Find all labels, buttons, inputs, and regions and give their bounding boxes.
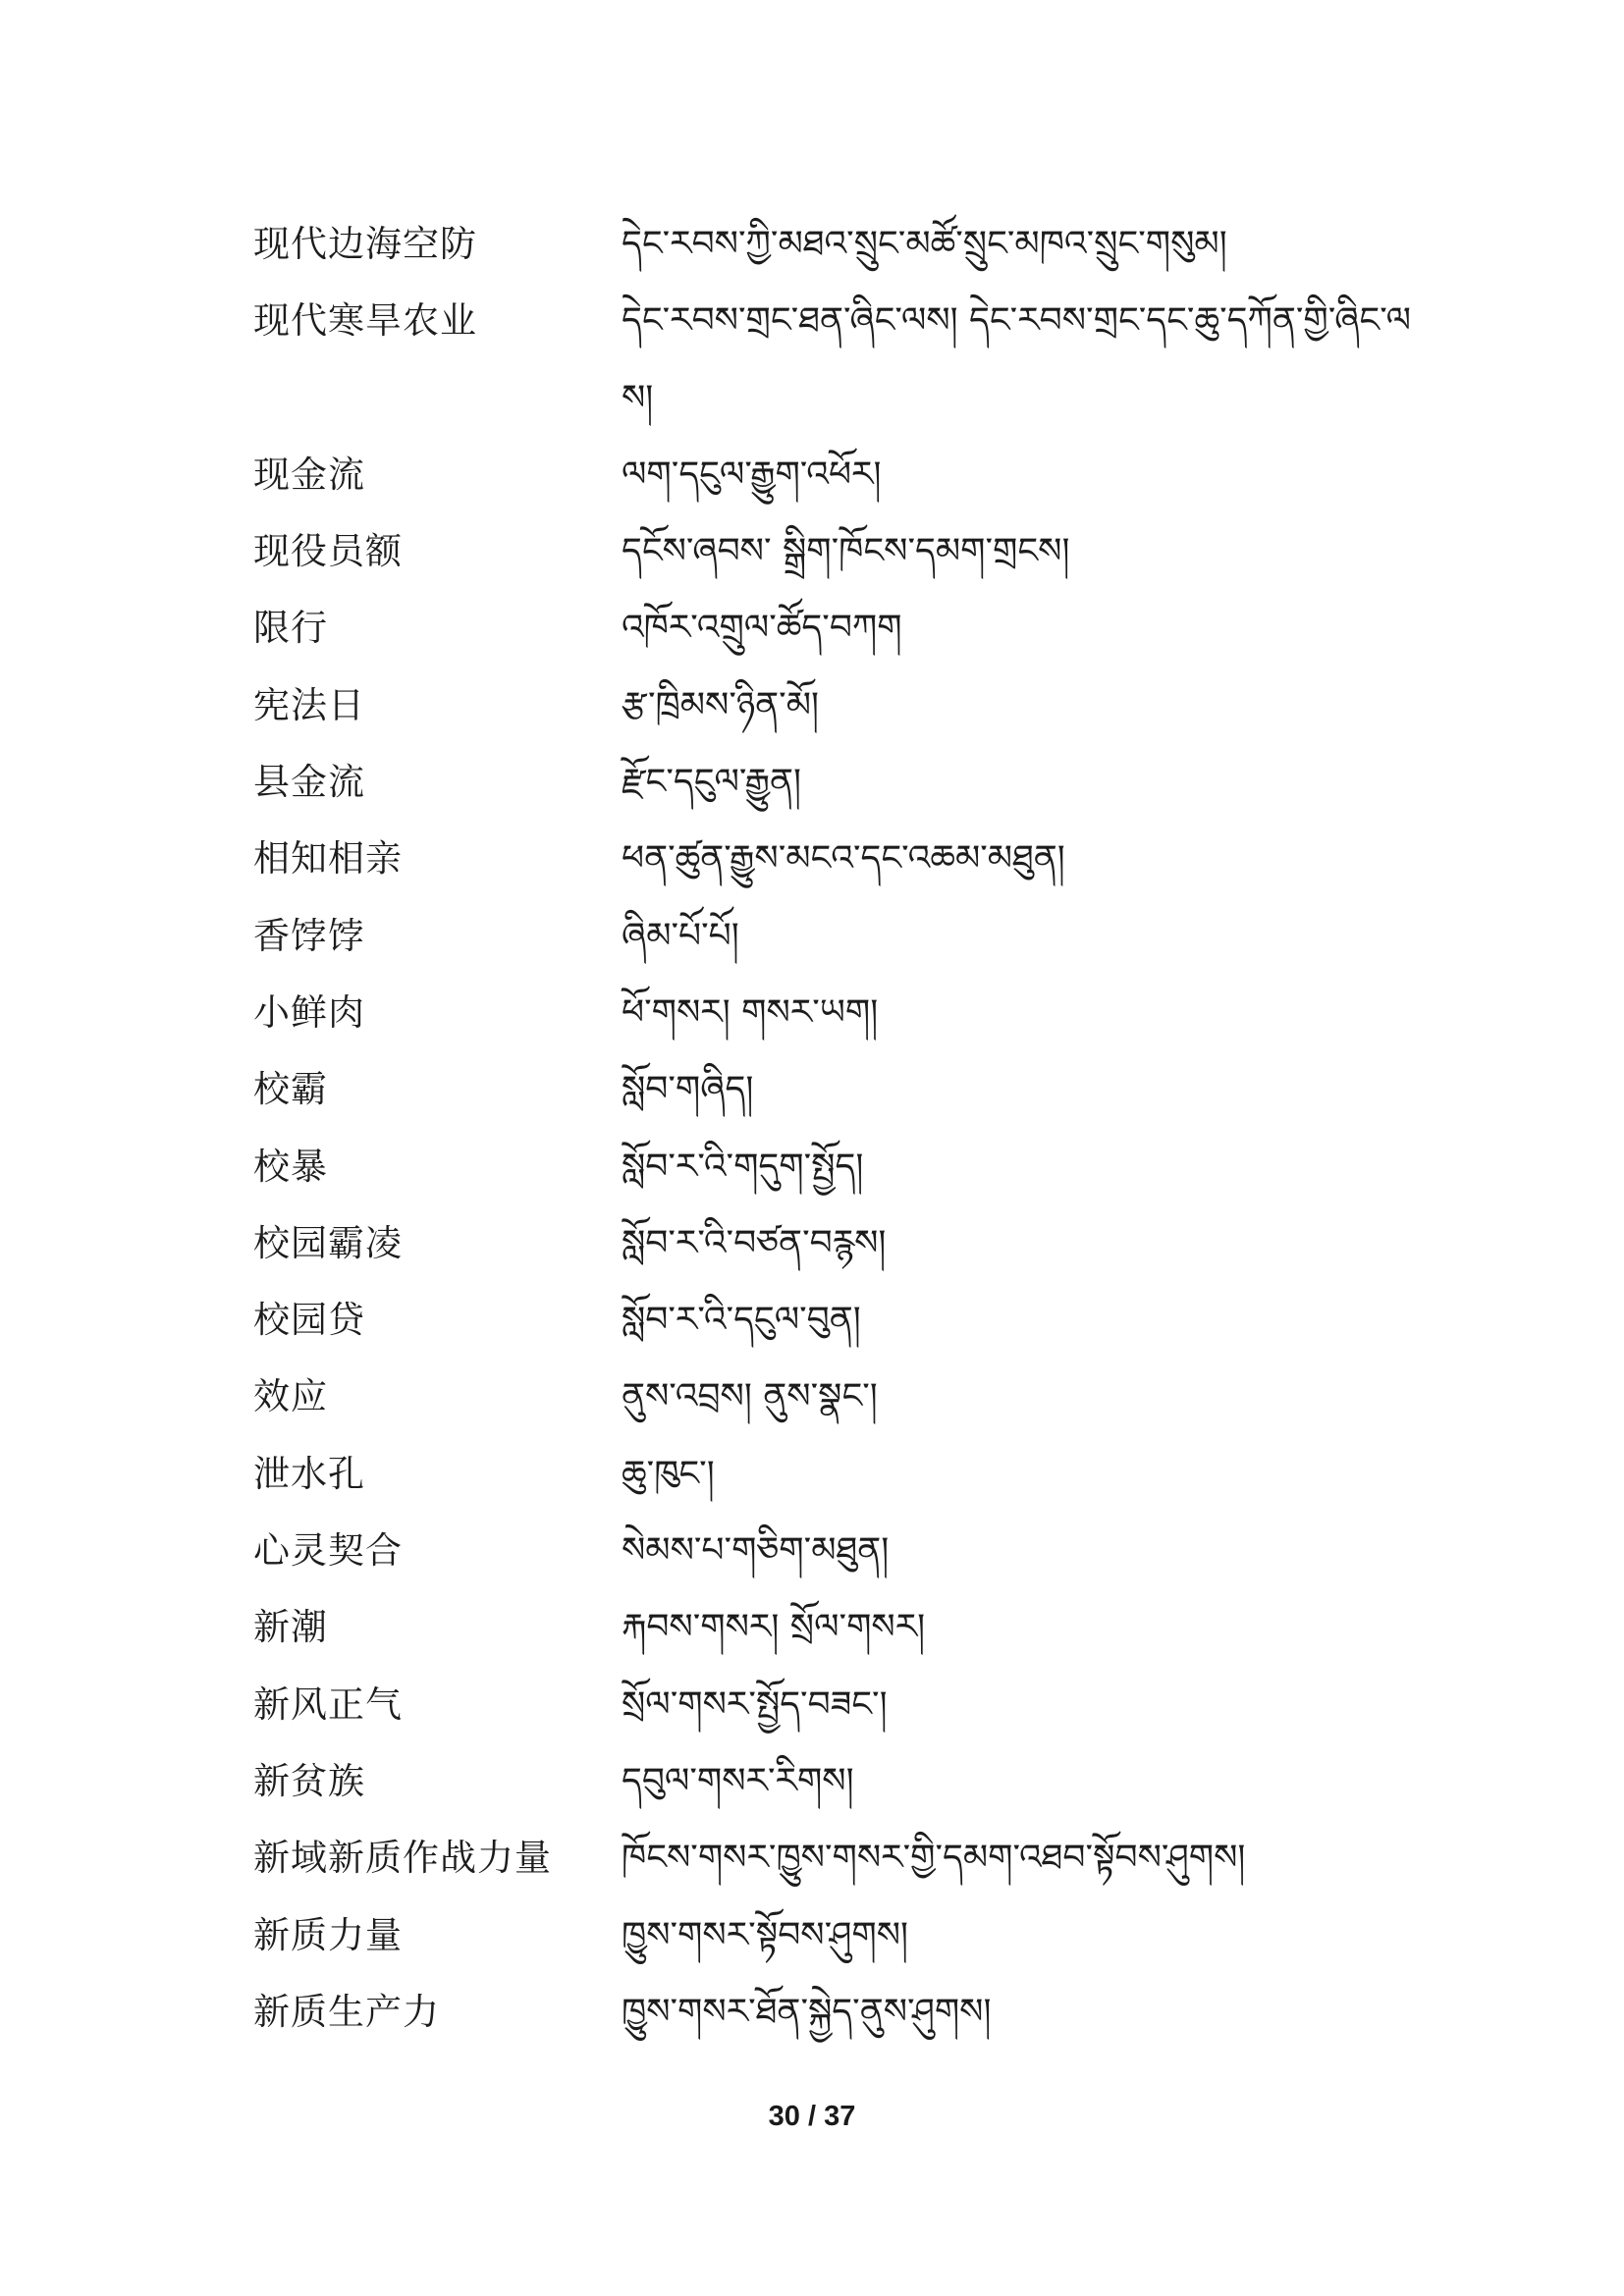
glossary-row xyxy=(253,821,1412,897)
glossary-row xyxy=(253,1359,1412,1435)
tibetan-translation: ཁོངས་གསར་ཁྱུས་གསར་གྱི་དམག་འཐབ་སྟོབས་ཤུགས། xyxy=(622,1838,1246,1879)
chinese-term: 校园霸凌 xyxy=(253,1221,403,1264)
tibetan-translation: ལག་དངུལ་རྒྱུག་འཕོར། xyxy=(622,454,882,495)
glossary-row xyxy=(253,667,1412,744)
tibetan-translation: ཕན་ཚུན་རྒྱུས་མངའ་དང་འཆམ་མཐུན། xyxy=(622,838,1065,880)
glossary-row xyxy=(253,1129,1412,1205)
tibetan-translation: སློབ་ར་འི་དངུལ་བུན། xyxy=(622,1300,861,1341)
chinese-term: 香饽饽 xyxy=(253,914,365,957)
glossary-row xyxy=(253,283,1412,437)
chinese-term: 现金流 xyxy=(253,453,365,496)
glossary-row xyxy=(253,1282,1412,1359)
chinese-term: 效应 xyxy=(253,1375,328,1418)
tibetan-translation: ཆུ་ཁུང་། xyxy=(622,1453,715,1494)
glossary-row xyxy=(253,1436,1412,1513)
chinese-term: 心灵契合 xyxy=(253,1529,403,1573)
tibetan-translation: ཁྱུས་གསར་སྟོབས་ཤུགས། xyxy=(622,1914,908,1955)
tibetan-translation: ནུས་འབྲས། ནུས་སྣང་། xyxy=(622,1376,878,1417)
glossary-row xyxy=(253,1205,1412,1282)
chinese-term: 新风正气 xyxy=(253,1682,403,1726)
glossary-row xyxy=(253,898,1412,975)
tibetan-translation: སེམས་པ་གཅིག་མཐུན། xyxy=(622,1530,890,1572)
chinese-term: 新质力量 xyxy=(253,1913,403,1956)
glossary-row xyxy=(253,590,1412,667)
chinese-term: 限行 xyxy=(253,607,328,650)
tibetan-translation: དབུལ་གསར་རིགས། xyxy=(622,1760,854,1801)
glossary-list xyxy=(253,206,1412,2051)
tibetan-translation: དེང་རབས་གྲང་ཐན་ཞིང་ལས། དེང་རབས་གྲང་དང་ཆུ་དཀོན་གྱི་ཞིང་ལས། xyxy=(622,300,1412,418)
chinese-term: 县金流 xyxy=(253,761,365,804)
tibetan-translation: དངོས་ཞབས་ སྒྲིག་ཁོངས་དམག་གྲངས། xyxy=(622,531,1070,572)
glossary-row xyxy=(253,975,1412,1051)
tibetan-translation: སློབ་ར་འི་གདུག་སྤྱོད། xyxy=(622,1146,864,1187)
tibetan-translation: འཁོར་འགྲུལ་ཚོད་བཀག xyxy=(622,608,902,649)
chinese-term: 宪法日 xyxy=(253,683,365,726)
chinese-term: 泄水孔 xyxy=(253,1452,365,1495)
glossary-row xyxy=(253,744,1412,821)
glossary-row xyxy=(253,1897,1412,1974)
tibetan-translation: སློབ་ར་འི་བཙན་བརྙས། xyxy=(622,1222,887,1263)
chinese-term: 现代边海空防 xyxy=(253,223,477,265)
tibetan-translation: ཕོ་གསར། གསར་ཡག། xyxy=(622,991,879,1033)
tibetan-translation: རྫོང་དངུལ་རྒྱུན། xyxy=(622,762,802,803)
glossary-row xyxy=(253,1051,1412,1128)
glossary-row xyxy=(253,1743,1412,1820)
chinese-term: 新质生产力 xyxy=(253,1990,440,2033)
glossary-row xyxy=(253,437,1412,513)
glossary-row xyxy=(253,206,1412,283)
chinese-term: 新贫族 xyxy=(253,1759,365,1802)
tibetan-translation: དེང་རབས་ཀྱི་མཐའ་སྲུང་མཚོ་སྲུང་མཁའ་སྲུང་གསུམ། xyxy=(622,224,1227,264)
tibetan-translation: ཁྱུས་གསར་ཐོན་སྐྱེད་ནུས་ཤུགས། xyxy=(622,1991,992,2032)
tibetan-translation: སློབ་གཞིད། xyxy=(622,1069,754,1110)
chinese-term: 新域新质作战力量 xyxy=(253,1837,552,1880)
chinese-term: 校霸 xyxy=(253,1068,328,1111)
chinese-term: 现代寒旱农业 xyxy=(253,299,477,343)
glossary-row xyxy=(253,1667,1412,1743)
glossary-row xyxy=(253,1974,1412,2051)
tibetan-translation: རྩ་ཁྲིམས་ཉིན་མོ། xyxy=(622,684,819,725)
tibetan-translation: ཞིམ་པོ་པོ། xyxy=(622,915,739,956)
chinese-term: 新潮 xyxy=(253,1606,328,1649)
glossary-row xyxy=(253,1820,1412,1896)
chinese-term: 现役员额 xyxy=(253,530,403,573)
tibetan-translation: སྲོལ་གསར་སྤྱོད་བཟང་། xyxy=(622,1683,888,1725)
tibetan-translation: རྐབས་གསར། སྲོལ་གསར། xyxy=(622,1607,926,1648)
chinese-term: 小鲜肉 xyxy=(253,990,365,1034)
glossary-row xyxy=(253,1589,1412,1666)
chinese-term: 相知相亲 xyxy=(253,837,403,881)
chinese-term: 校园贷 xyxy=(253,1299,365,1342)
chinese-term: 校暴 xyxy=(253,1145,328,1188)
page-number: 30 / 37 xyxy=(768,2101,856,2132)
glossary-row xyxy=(253,513,1412,590)
glossary-row xyxy=(253,1513,1412,1589)
